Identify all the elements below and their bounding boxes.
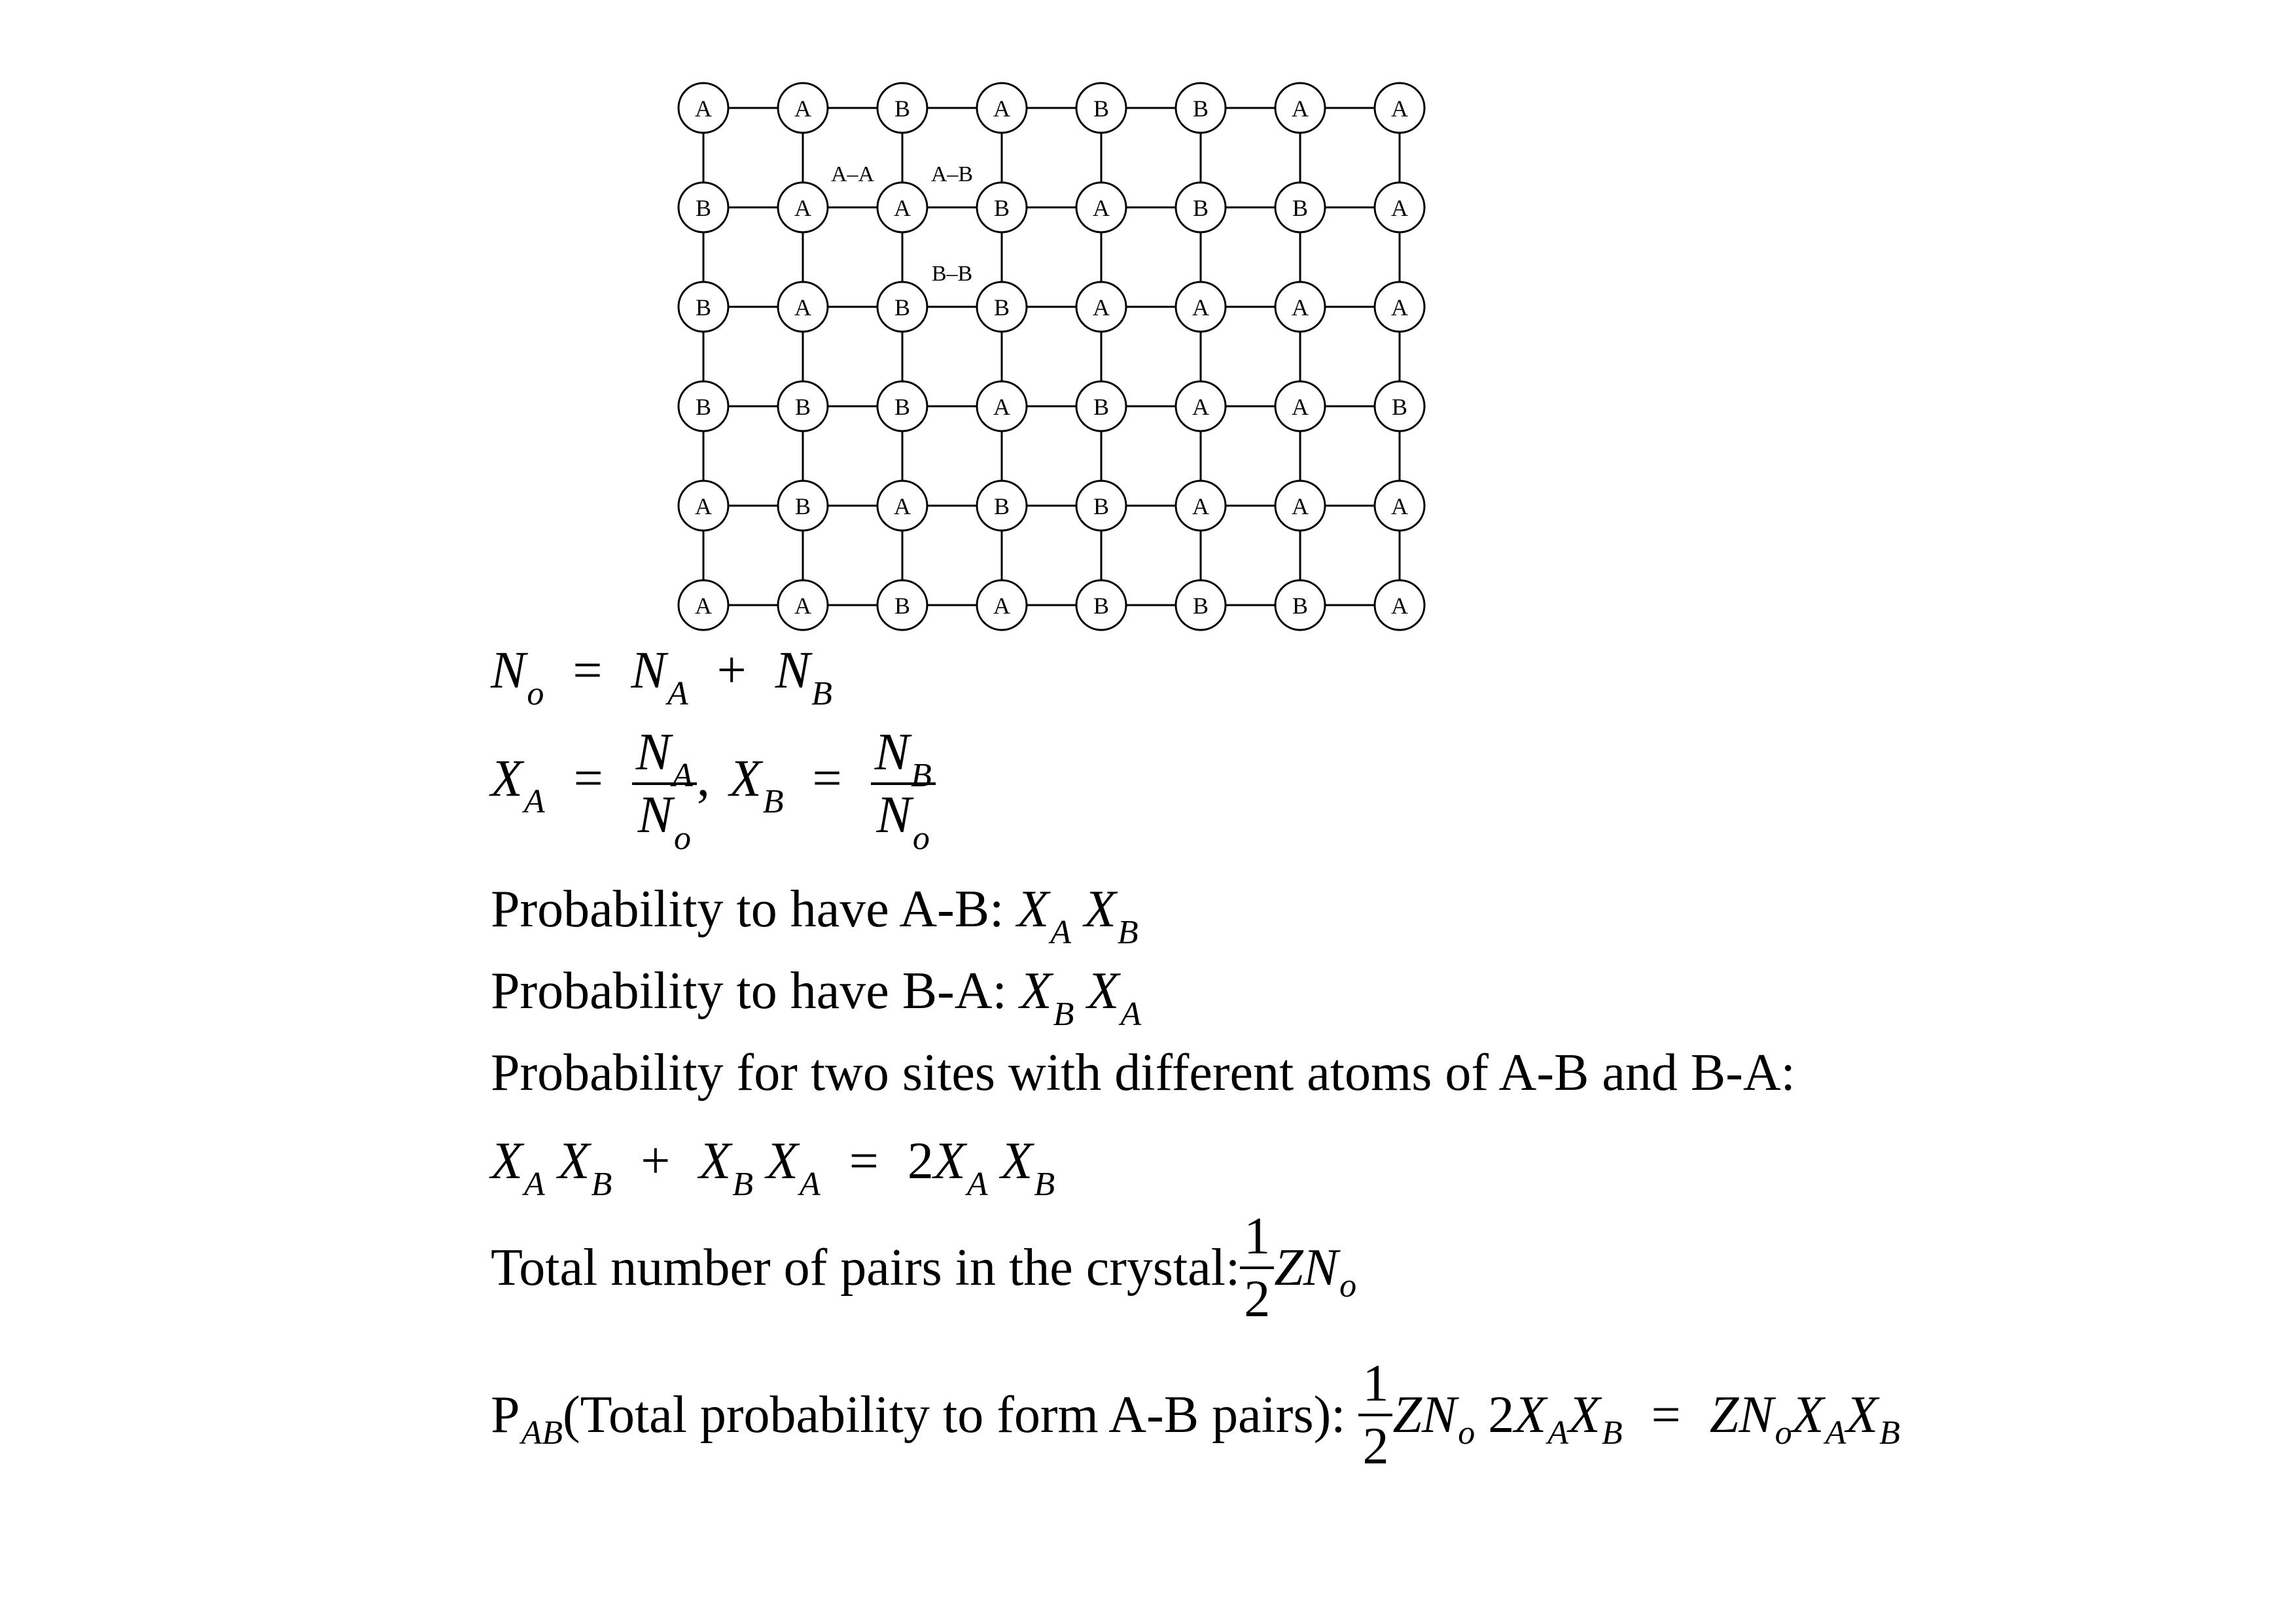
- atom-label: A: [794, 294, 811, 321]
- lattice-atom: [877, 183, 927, 232]
- lattice-atom: [1375, 83, 1424, 133]
- lattice-atom: [1375, 183, 1424, 232]
- atom-label: A: [794, 195, 811, 221]
- atom-label: A: [1391, 96, 1408, 122]
- atom-label: A: [1292, 394, 1309, 420]
- lattice-atom: [977, 183, 1027, 232]
- atom-label: A: [1192, 493, 1209, 519]
- lattice-atom: [778, 580, 828, 630]
- atom-label: A: [993, 96, 1010, 122]
- lattice-atom: [977, 282, 1027, 332]
- lattice-atom: [1275, 83, 1325, 133]
- equation-mole-fractions: $X_A$ = $\frac{N_A}{N_o}$ , $X_B$ = $\frac{N_B}{N_o}$: [491, 726, 936, 841]
- lattice-atom: [679, 381, 728, 431]
- atom-label: B: [1093, 493, 1110, 519]
- lattice-atom: [679, 580, 728, 630]
- pair-label-ab: A–B: [930, 162, 974, 186]
- atom-label: A: [695, 493, 712, 519]
- atom-label: B: [1093, 593, 1110, 619]
- atom-label: A: [1391, 593, 1408, 619]
- pair-label-aa: A–A: [830, 162, 875, 186]
- lattice-atom: [1076, 580, 1126, 630]
- lattice-atom: [679, 183, 728, 232]
- atom-label: B: [695, 394, 712, 420]
- atom-label: B: [1292, 593, 1309, 619]
- lattice-atom: [977, 83, 1027, 133]
- atom-label: B: [695, 294, 712, 321]
- lattice-atom: [1275, 481, 1325, 531]
- atom-label: A: [894, 493, 911, 519]
- atom-label: A: [1192, 394, 1209, 420]
- lattice-atom: [877, 381, 927, 431]
- lattice-atom: [778, 83, 828, 133]
- lattice-atom: [1076, 481, 1126, 531]
- equation-combined-probability: $X_A$ $X_B + X_B$ $X_A = 2X_A$ $X_B$: [491, 1132, 1055, 1203]
- atom-label: B: [794, 394, 811, 420]
- atom-label: B: [1192, 96, 1209, 122]
- atom-label: A: [794, 593, 811, 619]
- lattice-atom: [778, 282, 828, 332]
- atom-label: B: [894, 294, 911, 321]
- atom-label: B: [894, 394, 911, 420]
- atom-label: A: [894, 195, 911, 221]
- lattice-atom: [1176, 580, 1226, 630]
- lattice-atom: [679, 83, 728, 133]
- atom-label: A: [695, 96, 712, 122]
- pair-label-bb: B–B: [931, 262, 973, 286]
- atom-label: B: [1192, 195, 1209, 221]
- atom-label: B: [1192, 593, 1209, 619]
- lattice-atom: [1176, 282, 1226, 332]
- atom-label: B: [794, 493, 811, 519]
- lattice-atom: [1176, 481, 1226, 531]
- lattice-atom: [778, 183, 828, 232]
- total-ab-probability-line: $P_{AB}(Total$ probability to form A-B pairs): $\frac{1}{2}$ $ZN_o$ $2X_AX_B = ZN_oX_AX_B$: [491, 1355, 1900, 1475]
- lattice-atom: [1176, 381, 1226, 431]
- lattice-atom: [1375, 580, 1424, 630]
- lattice-atom: [1375, 481, 1424, 531]
- lattice-atom: [679, 282, 728, 332]
- lattice-atom: [1176, 83, 1226, 133]
- probability-ba-line: Probability to have B-A: $X_B$ $X_A$: [491, 962, 1142, 1033]
- lattice-atom: [877, 580, 927, 630]
- atom-label: A: [1391, 195, 1408, 221]
- atom-label: A: [1391, 294, 1408, 321]
- atom-label: B: [993, 294, 1010, 321]
- atom-label: A: [794, 96, 811, 122]
- atom-label: B: [1292, 195, 1309, 221]
- lattice-atom: [1076, 381, 1126, 431]
- lattice-atom: [1076, 83, 1126, 133]
- atom-label: B: [1093, 394, 1110, 420]
- lattice-atom: [977, 580, 1027, 630]
- lattice-diagram: [674, 79, 1433, 641]
- atom-label: B: [1391, 394, 1408, 420]
- lattice-atom: [778, 481, 828, 531]
- atom-label: A: [1093, 195, 1110, 221]
- lattice-atom: [1275, 381, 1325, 431]
- atom-label: A: [1292, 493, 1309, 519]
- atom-label: B: [993, 493, 1010, 519]
- atom-label: B: [695, 195, 712, 221]
- atom-label: B: [1093, 96, 1110, 122]
- atom-label: A: [993, 394, 1010, 420]
- lattice-atom: [977, 381, 1027, 431]
- probability-ab-line: Probability to have A-B: $X_A$ $X_B$: [491, 881, 1139, 951]
- atom-label: A: [1292, 96, 1309, 122]
- atom-label: A: [695, 593, 712, 619]
- atom-label: A: [993, 593, 1010, 619]
- lattice-atom: [1275, 282, 1325, 332]
- probability-different-atoms-line: Probability for two sites with different atoms of A-B and B-A:: [491, 1044, 1795, 1102]
- lattice-atom: [778, 381, 828, 431]
- lattice-atom: [877, 481, 927, 531]
- lattice-atom: [1076, 183, 1126, 232]
- lattice-atom: [679, 481, 728, 531]
- lattice-atom: [1076, 282, 1126, 332]
- lattice-atom: [1176, 183, 1226, 232]
- atom-label: A: [1292, 294, 1309, 321]
- lattice-atom: [1375, 381, 1424, 431]
- lattice-atom: [877, 282, 927, 332]
- atom-label: B: [894, 593, 911, 619]
- equation-total-atoms: $N_o = N_A + N_B$: [491, 642, 832, 712]
- lattice-atom: [1375, 282, 1424, 332]
- atom-label: B: [894, 96, 911, 122]
- lattice-atom: [877, 83, 927, 133]
- atom-label: B: [993, 195, 1010, 221]
- lattice-atom: [1275, 183, 1325, 232]
- total-pairs-line: Total number of pairs in the crystal: $\frac{1}{2}$ $ZN_o$: [491, 1208, 1357, 1328]
- atom-label: A: [1391, 493, 1408, 519]
- atom-label: A: [1093, 294, 1110, 321]
- lattice-atom: [977, 481, 1027, 531]
- lattice-atom: [1275, 580, 1325, 630]
- atom-label: A: [1192, 294, 1209, 321]
